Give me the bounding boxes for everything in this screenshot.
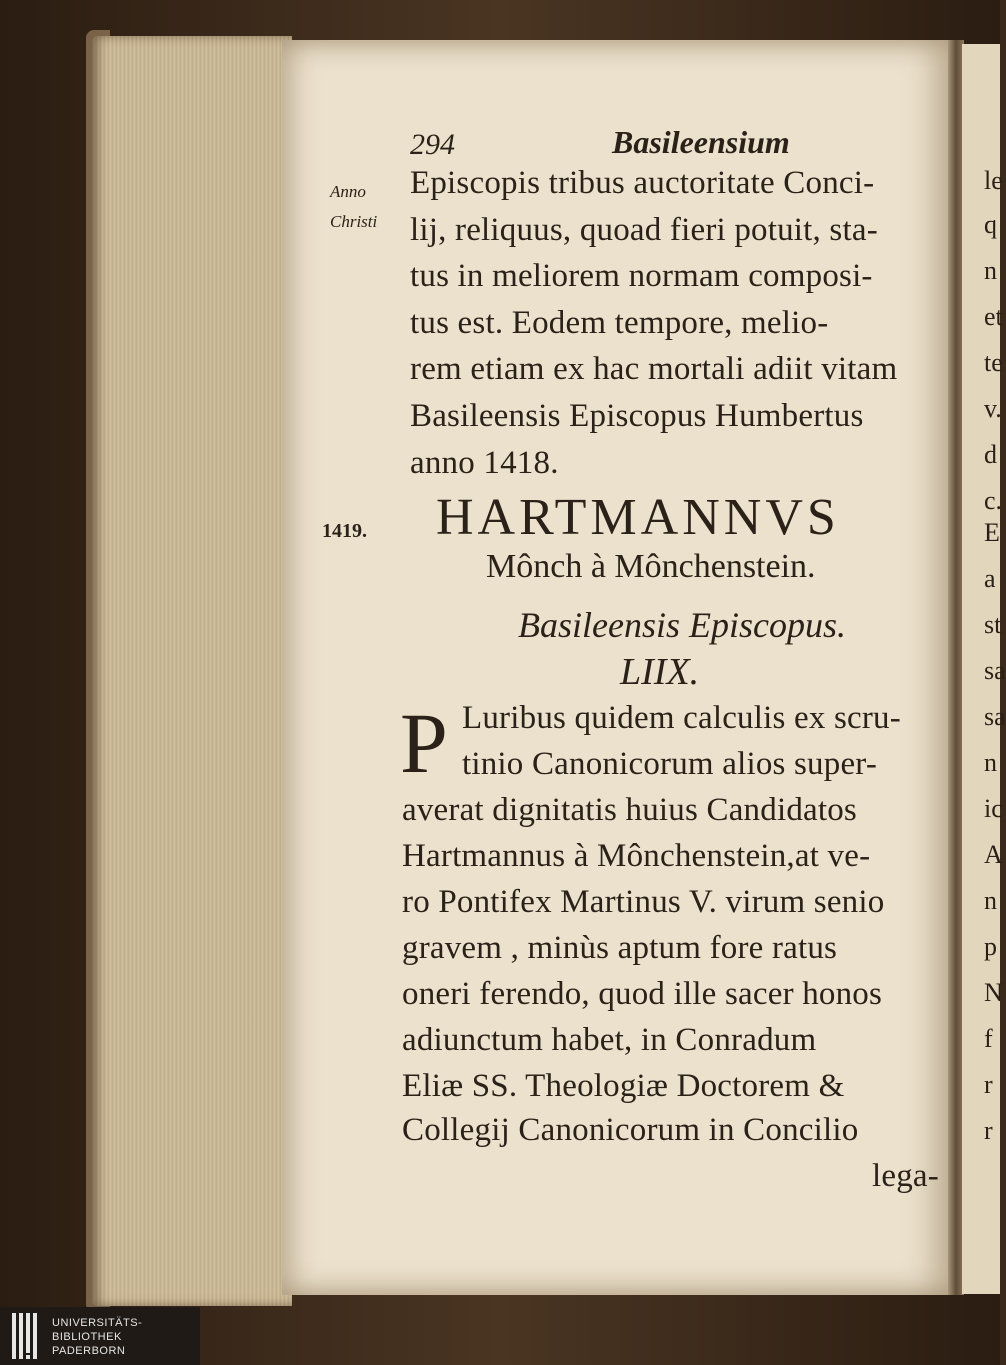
- heading-name: HARTMANNVS: [436, 489, 840, 546]
- text-line: rem etiam ex hac mortali adiit vitam: [410, 351, 898, 387]
- facing-page-fragment: A: [984, 840, 1003, 869]
- library-logo-line-3: PADERBORN: [52, 1345, 126, 1357]
- library-logo-line-1: UNIVERSITÄTS-: [52, 1317, 143, 1329]
- text-line: tinio Canonicorum alios super-: [462, 746, 878, 782]
- text-line: Basileensis Episcopus Humbertus: [410, 398, 864, 434]
- facing-page-fragment: le: [984, 166, 1003, 195]
- text-line: Hartmannus à Mônchenstein,at ve-: [402, 838, 871, 874]
- facing-page-fragment: d: [984, 440, 997, 469]
- text-line: Episcopis tribus auctoritate Conci-: [410, 165, 875, 201]
- facing-page-fragment: a: [984, 564, 996, 593]
- text-line: adiunctum habet, in Conradum: [402, 1022, 817, 1058]
- text-line: oneri ferendo, quod ille sacer honos: [402, 976, 883, 1012]
- running-head: Basileensium: [612, 124, 790, 160]
- margin-year: 1419.: [322, 520, 367, 542]
- facing-page-fragment: n: [984, 886, 997, 915]
- library-logo-line-2: BIBLIOTHEK: [52, 1331, 122, 1343]
- catchword: lega-: [872, 1158, 939, 1194]
- facing-page-fragment: v.: [984, 394, 1002, 423]
- page-number: 294: [410, 128, 455, 161]
- text-line: Collegij Canonicorum in Concilio: [402, 1112, 859, 1148]
- facing-page-fragment: ic: [984, 794, 1003, 823]
- facing-page-fragment: te: [984, 348, 1003, 377]
- page-block-edge: [92, 36, 292, 1306]
- heading-number: LIIX.: [620, 651, 700, 693]
- facing-page-fragment: p: [984, 932, 997, 961]
- text-line: tus est. Eodem tempore, melio-: [410, 305, 829, 341]
- facing-page-fragment: sa: [984, 702, 1006, 731]
- facing-page-fragment: n: [984, 256, 997, 285]
- text-line: Eliæ SS. Theologiæ Doctorem &: [402, 1068, 845, 1104]
- heading-role: Basileensis Episcopus.: [518, 605, 846, 645]
- facing-page-fragment: sa: [984, 656, 1006, 685]
- facing-page-fragment: et: [984, 302, 1003, 331]
- heading-subtitle: Mônch à Mônchenstein.: [486, 548, 816, 585]
- text-line: ro Pontifex Martinus V. virum senio: [402, 884, 885, 920]
- text-line: Luribus quidem calculis ex scru-: [462, 700, 901, 736]
- text-line: averat dignitatis huius Candidatos: [402, 792, 857, 828]
- facing-page-fragment: N: [984, 978, 1003, 1007]
- facing-page-fragment: r: [984, 1116, 993, 1145]
- margin-note-christi: Christi: [330, 212, 378, 231]
- facing-page-fragment: c.: [984, 486, 1003, 515]
- text-line: gravem , minùs aptum fore ratus: [402, 930, 838, 966]
- text-line: lij, reliquus, quoad fieri potuit, sta-: [410, 212, 878, 248]
- margin-note-anno: Anno: [330, 182, 366, 201]
- facing-page-fragment: st: [984, 610, 1002, 639]
- facing-page-fragment: f: [984, 1024, 993, 1053]
- facing-page-fragment: n: [984, 748, 997, 777]
- text-line: anno 1418.: [410, 445, 559, 481]
- facing-page-fragment: E: [984, 518, 1000, 547]
- text-line: tus in meliorem normam composi-: [410, 258, 873, 294]
- facing-page-fragment: q: [984, 210, 997, 239]
- facing-page-fragment: r: [984, 1070, 993, 1099]
- library-logo: [0, 1307, 200, 1365]
- library-logo-icon: [12, 1313, 42, 1359]
- drop-cap: P: [400, 695, 448, 791]
